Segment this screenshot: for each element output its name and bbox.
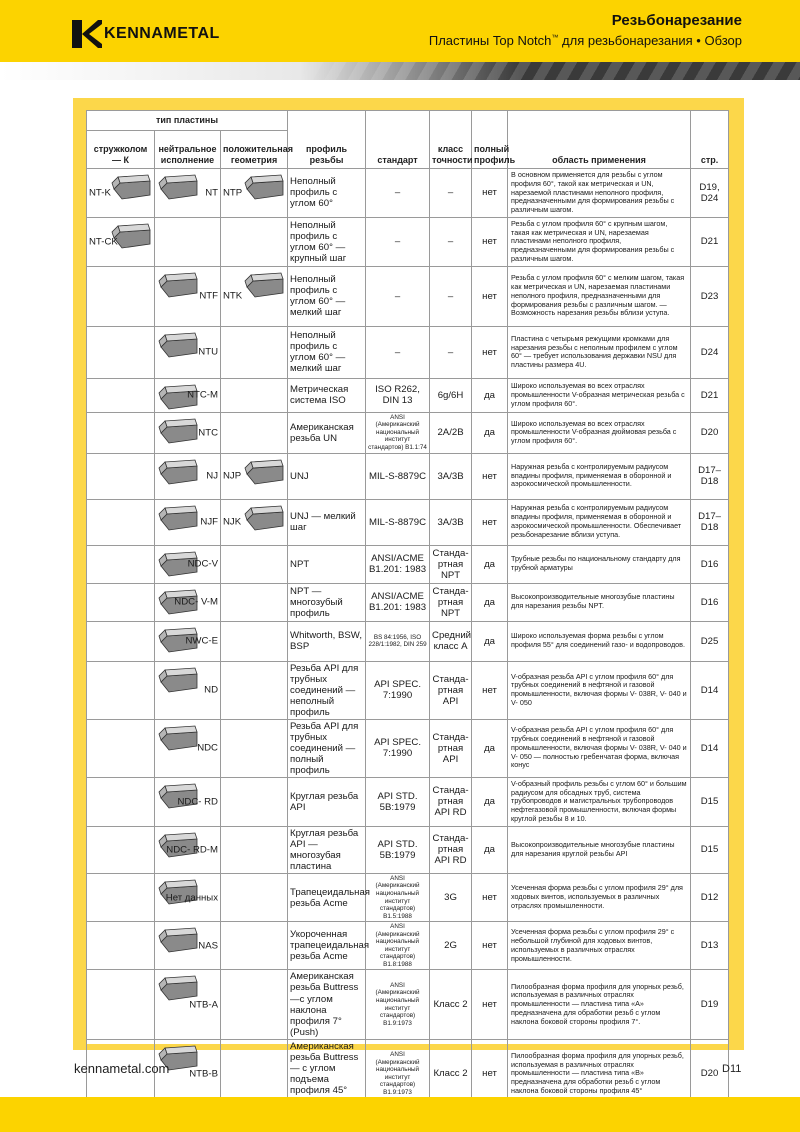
page-subtitle bbox=[429, 33, 742, 48]
page-ref: D14 bbox=[691, 661, 729, 719]
insert-code: NDC bbox=[197, 742, 218, 754]
page-ref: D17– D18 bbox=[691, 453, 729, 499]
page-ref: D13 bbox=[691, 922, 729, 970]
page-ref: D15 bbox=[691, 777, 729, 826]
insert-code: Нет данных bbox=[165, 892, 218, 904]
insert-code: NTC bbox=[198, 427, 218, 439]
application: Усеченная форма резьбы с углом профиля 29° для ходовых винтов, используемых в различных отраслях промышленности. bbox=[508, 873, 691, 921]
neutral-header: нейтральное исполнение bbox=[155, 131, 221, 169]
full-profile: нет bbox=[472, 661, 508, 719]
application: Усеченная форма резьбы с углом профиля 29° с небольшой глубиной для ходовых винтов, используемых в различных отраслях промышленности. bbox=[508, 922, 691, 970]
insert-cell-n bbox=[155, 719, 221, 777]
insert-cell-k bbox=[87, 326, 155, 378]
full-profile: нет bbox=[472, 453, 508, 499]
tolerance-class: Станда- ртная NPT bbox=[430, 583, 472, 621]
kennametal-logo[interactable] bbox=[72, 20, 220, 48]
thread-profile: Американская резьба Buttress —с углом наклона профиля 7° (Push) bbox=[288, 970, 366, 1039]
positive-header: положительная геометрия bbox=[221, 131, 288, 169]
application: Широко используемая форма резьбы с углом профиля 55° для соединений газо- и водопроводов. bbox=[508, 621, 691, 661]
insert-code: NTF bbox=[199, 290, 218, 302]
application: Резьба с углом профиля 60° с крупным шагом, такая как метрическая и UN, нарезаемая пластинами неполного профиля, предназначенными для формирования резьбы с различным шагом. bbox=[508, 217, 691, 266]
subtitle-post: для резьбонарезания • Обзор bbox=[558, 33, 742, 48]
insert-cell-n bbox=[155, 661, 221, 719]
full-profile: нет bbox=[472, 266, 508, 326]
application: V-образная резьба API с углом профиля 60° для трубных соединений в нефтяной и газовой промышленности, включая формы V- 038R, V- 040 и V- 050 — полностью гребенчатая форма, включая конус bbox=[508, 719, 691, 777]
standard: ANSI (Американский национальный институт стандартов) B1.5:1988 bbox=[366, 873, 430, 921]
footer-site[interactable]: kennametal.com bbox=[74, 1061, 170, 1076]
insert-code: NDC- RD bbox=[177, 796, 218, 808]
standard-header: стандарт bbox=[366, 111, 430, 169]
insert-cell-k bbox=[87, 661, 155, 719]
tolerance-class: Класс 2 bbox=[430, 1039, 472, 1108]
page-ref: D23 bbox=[691, 266, 729, 326]
thread-profile: Американская резьба UN bbox=[288, 412, 366, 453]
full-profile: да bbox=[472, 719, 508, 777]
insert-cell-n bbox=[155, 922, 221, 970]
insert-cell-p bbox=[221, 266, 288, 326]
standard: MIL-S-8879C bbox=[366, 499, 430, 545]
page-ref: D16 bbox=[691, 583, 729, 621]
full-profile: да bbox=[472, 412, 508, 453]
insert-cell-n bbox=[155, 499, 221, 545]
standard: ANSI (Американский национальный институт стандартов) B1.9:1973 bbox=[366, 970, 430, 1039]
standard: API STD. 5B:1979 bbox=[366, 826, 430, 873]
standard: – bbox=[366, 217, 430, 266]
table-row bbox=[87, 326, 729, 378]
insert-cell-p bbox=[221, 922, 288, 970]
insert-image-icon bbox=[243, 458, 285, 488]
header-bar bbox=[0, 0, 800, 62]
application: Пластина с четырьмя режущими кромками для нарезания резьбы с неполным профилем с углом 60° — требует использования державки NSU для пластины размера 4U. bbox=[508, 326, 691, 378]
full-profile: да bbox=[472, 826, 508, 873]
insert-cell-k bbox=[87, 583, 155, 621]
insert-cell-n bbox=[155, 826, 221, 873]
tolerance-header: класс точности bbox=[430, 111, 472, 169]
insert-cell-n bbox=[155, 453, 221, 499]
insert-cell-n bbox=[155, 412, 221, 453]
tolerance-class: – bbox=[430, 326, 472, 378]
insert-cell-n bbox=[155, 777, 221, 826]
insert-code: NT-CK bbox=[89, 236, 118, 248]
table-row bbox=[87, 583, 729, 621]
insert-cell-n bbox=[155, 378, 221, 412]
application: В основном применяется для резьбы с углом профиля 60°, такой как метрическая и UN, нарезаемой пластинами неполного профиля, предназначенными для формирования резьбы с различным шагом. bbox=[508, 169, 691, 218]
full-profile: нет bbox=[472, 873, 508, 921]
insert-cell-k bbox=[87, 621, 155, 661]
page-ref: D21 bbox=[691, 378, 729, 412]
brand-name: KENNAMETAL bbox=[104, 25, 220, 42]
full-profile: нет bbox=[472, 217, 508, 266]
insert-cell-n bbox=[155, 970, 221, 1039]
thread-profile: Укороченная трапецеидальная резьба Acme bbox=[288, 922, 366, 970]
thread-profile: Круглая резьба API — многозубая пластина bbox=[288, 826, 366, 873]
thread-profile: Резьба API для трубных соединений — полный профиль bbox=[288, 719, 366, 777]
full-profile: да bbox=[472, 378, 508, 412]
thread-profile: NPT — многозубый профиль bbox=[288, 583, 366, 621]
tolerance-class: 3A/3B bbox=[430, 453, 472, 499]
insert-cell-p bbox=[221, 499, 288, 545]
insert-image-icon bbox=[110, 173, 152, 203]
insert-cell-p bbox=[221, 970, 288, 1039]
table-row bbox=[87, 719, 729, 777]
page-ref: D12 bbox=[691, 873, 729, 921]
standard: ANSI/ACME B1.201: 1983 bbox=[366, 583, 430, 621]
insert-cell-n bbox=[155, 169, 221, 218]
full-profile: нет bbox=[472, 922, 508, 970]
footer-page-number: D11 bbox=[722, 1063, 742, 1075]
application: V-образный профиль резьбы с углом 60° и большим радиусом для обсадных труб, система трубопроводов и магистральных трубопроводов нефтегазовой промышленности, включая формы круглой резьбы 8 и 10. bbox=[508, 777, 691, 826]
page-ref: D25 bbox=[691, 621, 729, 661]
full-profile: нет bbox=[472, 499, 508, 545]
insert-cell-p bbox=[221, 719, 288, 777]
insert-cell-p bbox=[221, 826, 288, 873]
page-ref: D16 bbox=[691, 545, 729, 583]
insert-cell-n bbox=[155, 326, 221, 378]
insert-cell-p bbox=[221, 326, 288, 378]
insert-image-icon bbox=[157, 724, 199, 754]
insert-code: NT bbox=[205, 187, 218, 199]
full-profile: нет bbox=[472, 970, 508, 1039]
table-row bbox=[87, 621, 729, 661]
insert-cell-k bbox=[87, 719, 155, 777]
application: Пилообразная форма профиля для упорных резьб, используемая в различных отраслях промышленности — пластина типа «В» предназначена для обработки резьб с углом наклона боковой стороны профиля 45° bbox=[508, 1039, 691, 1108]
full-profile: да bbox=[472, 545, 508, 583]
chipbreaker-header: стружколом — К bbox=[87, 131, 155, 169]
insert-cell-p bbox=[221, 412, 288, 453]
insert-type-header: тип пластины bbox=[87, 111, 288, 131]
page-header: стр. bbox=[691, 111, 729, 169]
table-row bbox=[87, 412, 729, 453]
thread-profile: Американская резьба Buttress — с углом подъема профиля 45° bbox=[288, 1039, 366, 1108]
thread-profile: Неполный профиль с углом 60° — мелкий шаг bbox=[288, 326, 366, 378]
standard: – bbox=[366, 326, 430, 378]
application: V-образная резьба API с углом профиля 60° для трубных соединений в нефтяной и газовой промышленности, включая формы V- 038R, V- 040 и V- 050 bbox=[508, 661, 691, 719]
insert-cell-n bbox=[155, 266, 221, 326]
tolerance-class: 3A/3B bbox=[430, 499, 472, 545]
standard: ANSI (Американский национальный институт стандартов) B1.8:1988 bbox=[366, 922, 430, 970]
insert-cell-k bbox=[87, 826, 155, 873]
application: Трубные резьбы по национальному стандарту для трубной арматуры bbox=[508, 545, 691, 583]
insert-code: NWC-E bbox=[185, 635, 218, 647]
insert-cell-p bbox=[221, 169, 288, 218]
insert-cell-p bbox=[221, 873, 288, 921]
application: Пилообразная форма профиля для упорных резьб, используемая в различных отраслях промышленности — пластина типа «А» предназначена для обработки резьб с углом наклона боковой стороны профиля 7°. bbox=[508, 970, 691, 1039]
insert-overview-table bbox=[86, 110, 729, 1109]
page-ref: D14 bbox=[691, 719, 729, 777]
table-row bbox=[87, 217, 729, 266]
standard: ANSI (Американский национальный институт стандартов) B1.1:74 bbox=[366, 412, 430, 453]
page-ref: D15 bbox=[691, 826, 729, 873]
table-row bbox=[87, 922, 729, 970]
page-ref: D24 bbox=[691, 326, 729, 378]
application-header: область применения bbox=[508, 111, 691, 169]
full-profile: нет bbox=[472, 326, 508, 378]
table-row bbox=[87, 826, 729, 873]
insert-cell-n bbox=[155, 545, 221, 583]
full-profile: да bbox=[472, 777, 508, 826]
tolerance-class: Станда- ртная API bbox=[430, 719, 472, 777]
insert-cell-k bbox=[87, 777, 155, 826]
tolerance-class: 2G bbox=[430, 922, 472, 970]
table-row bbox=[87, 378, 729, 412]
standard: API STD. 5B:1979 bbox=[366, 777, 430, 826]
insert-code: NDC-V bbox=[187, 558, 218, 570]
insert-code: NTB-A bbox=[189, 999, 218, 1011]
full-profile: да bbox=[472, 583, 508, 621]
trademark: ™ bbox=[551, 34, 559, 42]
table-row bbox=[87, 777, 729, 826]
insert-cell-n bbox=[155, 873, 221, 921]
standard: ANSI/ACME B1.201: 1983 bbox=[366, 545, 430, 583]
standard: API SPEC. 7:1990 bbox=[366, 719, 430, 777]
page-ref: D20 bbox=[691, 412, 729, 453]
insert-image-icon bbox=[157, 458, 199, 488]
insert-cell-p bbox=[221, 661, 288, 719]
insert-code: NDC- RD-M bbox=[166, 844, 218, 856]
insert-code: NJ bbox=[206, 470, 218, 482]
standard: API SPEC. 7:1990 bbox=[366, 661, 430, 719]
insert-image-icon bbox=[157, 926, 199, 956]
insert-image-icon bbox=[157, 666, 199, 696]
insert-image-icon bbox=[157, 173, 199, 203]
tolerance-class: 6g/6H bbox=[430, 378, 472, 412]
insert-code: NTK bbox=[223, 290, 243, 302]
thread-profile: Неполный профиль с углом 60° — мелкий шаг bbox=[288, 266, 366, 326]
standard: – bbox=[366, 169, 430, 218]
tolerance-class: Станда- ртная API bbox=[430, 661, 472, 719]
insert-cell-k bbox=[87, 378, 155, 412]
insert-cell-p bbox=[221, 777, 288, 826]
tolerance-class: Средний класс A bbox=[430, 621, 472, 661]
tolerance-class: – bbox=[430, 266, 472, 326]
insert-image-icon bbox=[243, 271, 285, 301]
table-row bbox=[87, 545, 729, 583]
insert-image-icon bbox=[157, 331, 199, 361]
tolerance-class: – bbox=[430, 169, 472, 218]
table-row bbox=[87, 661, 729, 719]
tolerance-class: 3G bbox=[430, 873, 472, 921]
table-row bbox=[87, 266, 729, 326]
insert-cell-p bbox=[221, 217, 288, 266]
tolerance-class: Станда- ртная NPT bbox=[430, 545, 472, 583]
insert-cell-n bbox=[155, 583, 221, 621]
page-ref: D20 bbox=[691, 1039, 729, 1108]
page-ref: D19, D24 bbox=[691, 169, 729, 218]
table-row bbox=[87, 970, 729, 1039]
insert-image-icon bbox=[157, 271, 199, 301]
thread-profile: Трапецеидальная резьба Acme bbox=[288, 873, 366, 921]
insert-cell-k bbox=[87, 970, 155, 1039]
page-ref: D19 bbox=[691, 970, 729, 1039]
subtitle-pre: Пластины Top Notch bbox=[428, 33, 552, 48]
insert-cell-p bbox=[221, 378, 288, 412]
insert-cell-n bbox=[155, 621, 221, 661]
insert-cell-k bbox=[87, 169, 155, 218]
insert-cell-p bbox=[221, 453, 288, 499]
insert-image-icon bbox=[157, 504, 199, 534]
full-profile-header: полный профиль bbox=[472, 111, 508, 169]
table-row bbox=[87, 499, 729, 545]
insert-cell-k bbox=[87, 922, 155, 970]
standard: ANSI (Американский национальный институт стандартов) B1.9:1973 bbox=[366, 1039, 430, 1108]
insert-code: NTP bbox=[223, 187, 243, 199]
insert-cell-k bbox=[87, 217, 155, 266]
insert-code: ND bbox=[204, 684, 218, 696]
insert-code: NTC-M bbox=[187, 389, 218, 401]
thread-profile: Неполный профиль с углом 60° — крупный шаг bbox=[288, 217, 366, 266]
application: Наружная резьба с контролируемым радиусом впадины профиля, применяемая в оборонной и аэрокосмической промышленности. bbox=[508, 453, 691, 499]
thread-profile: Метрическая система ISO bbox=[288, 378, 366, 412]
insert-code: NTU bbox=[198, 346, 218, 358]
thread-profile: Круглая резьба API bbox=[288, 777, 366, 826]
insert-cell-k bbox=[87, 873, 155, 921]
profile-header: профиль резьбы bbox=[288, 111, 366, 169]
insert-cell-k bbox=[87, 453, 155, 499]
insert-cell-k bbox=[87, 412, 155, 453]
application: Высокопроизводительные многозубые пластины для нарезания резьбы NPT. bbox=[508, 583, 691, 621]
tolerance-class: Станда- ртная API RD bbox=[430, 826, 472, 873]
thread-profile: UNJ bbox=[288, 453, 366, 499]
footer-bar bbox=[0, 1097, 800, 1132]
full-profile: нет bbox=[472, 1039, 508, 1108]
standard: – bbox=[366, 266, 430, 326]
table-row bbox=[87, 873, 729, 921]
page-ref: D21 bbox=[691, 217, 729, 266]
tolerance-class: 2A/2B bbox=[430, 412, 472, 453]
kennametal-k-icon bbox=[72, 20, 102, 48]
application: Наружная резьба с контролируемым радиусом впадины профиля, применяемая в оборонной и аэрокосмической промышленности. Обеспечивает резьбонарезание вблизи уступа. bbox=[508, 499, 691, 545]
standard: MIL-S-8879C bbox=[366, 453, 430, 499]
thread-profile: Неполный профиль с углом 60° bbox=[288, 169, 366, 218]
thread-profile: NPT bbox=[288, 545, 366, 583]
tolerance-class: Станда- ртная API RD bbox=[430, 777, 472, 826]
insert-code: NJK bbox=[223, 516, 242, 528]
standard: ISO R262, DIN 13 bbox=[366, 378, 430, 412]
page-ref: D17– D18 bbox=[691, 499, 729, 545]
insert-code: NAS bbox=[198, 940, 218, 952]
insert-cell-p bbox=[221, 545, 288, 583]
insert-cell-p bbox=[221, 621, 288, 661]
table-body bbox=[87, 169, 729, 1109]
page-title: Резьбонарезание bbox=[611, 12, 742, 29]
insert-cell-k bbox=[87, 499, 155, 545]
application: Высокопроизводительные многозубые пластины для нарезания круглой резьбы API bbox=[508, 826, 691, 873]
full-profile: нет bbox=[472, 169, 508, 218]
insert-code: NJP bbox=[223, 470, 242, 482]
insert-image-icon bbox=[157, 417, 199, 447]
table-row bbox=[87, 453, 729, 499]
thread-profile: UNJ — мелкий шаг bbox=[288, 499, 366, 545]
insert-code: NDC- V-M bbox=[174, 596, 218, 608]
insert-code: NTB-B bbox=[189, 1068, 218, 1080]
insert-image-icon bbox=[243, 504, 285, 534]
tolerance-class: – bbox=[430, 217, 472, 266]
insert-code: NJF bbox=[200, 516, 218, 528]
thread-profile: Резьба API для трубных соединений — неполный профиль bbox=[288, 661, 366, 719]
application: Широко используемая во всех отраслях промышленности V-образная дюймовая резьба с углом профиля 60°. bbox=[508, 412, 691, 453]
insert-cell-k bbox=[87, 266, 155, 326]
insert-cell-k bbox=[87, 545, 155, 583]
insert-image-icon bbox=[243, 173, 285, 203]
stripe-band-fade bbox=[0, 62, 520, 80]
full-profile: да bbox=[472, 621, 508, 661]
insert-cell-p bbox=[221, 583, 288, 621]
application: Резьба с углом профиля 60° с мелким шагом, такая как метрическая и UN, нарезаемая пластинами неполного профиля, предназначенными для формирования резьбы с различным шагом. — Возможность нарезания резьбы вблизи уступа. bbox=[508, 266, 691, 326]
tolerance-class: Класс 2 bbox=[430, 970, 472, 1039]
insert-code: NT-K bbox=[89, 187, 111, 199]
table-row bbox=[87, 169, 729, 218]
insert-cell-n bbox=[155, 217, 221, 266]
standard: BS 84:1956, ISO 228/1:1982, DIN 259 bbox=[366, 621, 430, 661]
application: Широко используемая во всех отраслях промышленности V-образная метрическая резьба с углом профиля 60°. bbox=[508, 378, 691, 412]
thread-profile: Whitworth, BSW, BSP bbox=[288, 621, 366, 661]
